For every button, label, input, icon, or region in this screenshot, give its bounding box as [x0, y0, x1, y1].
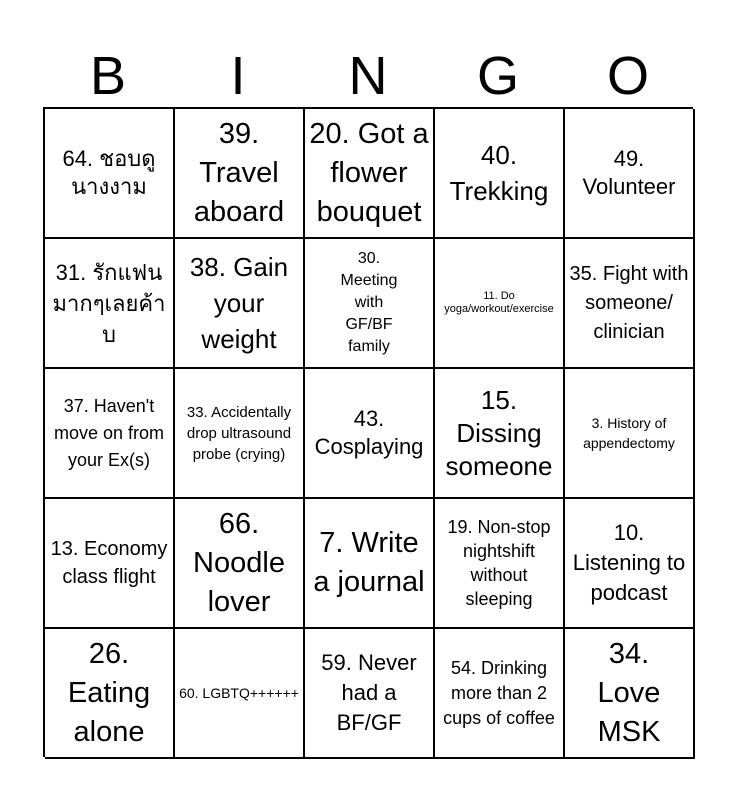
bingo-cell-r4-c3[interactable] [435, 629, 565, 759]
bingo-cell-r2-c1[interactable] [175, 369, 305, 499]
bingo-cell-r1-c3[interactable] [435, 239, 565, 369]
cell-text: 30. Meeting with GF/BF family [340, 250, 398, 355]
bingo-header [43, 44, 693, 108]
cell-text: 40. Trekking [449, 140, 549, 206]
cell-text: 49. Volunteer [582, 146, 676, 199]
header-letter-g: G [476, 46, 519, 106]
bingo-cell-r0-c3[interactable] [435, 109, 565, 239]
cell-text: 19. Non-stop nightshift without sleeping [447, 517, 551, 609]
cell-text: 54. Drinking more than 2 cups of coffee [443, 657, 555, 728]
bingo-cell-r2-c3[interactable] [435, 369, 565, 499]
cell-text: 26. Eating alone [67, 637, 151, 748]
bingo-cell-r3-c0[interactable] [45, 499, 175, 629]
bingo-cell-r0-c2[interactable] [305, 109, 435, 239]
bingo-cell-r0-c1[interactable] [175, 109, 305, 239]
cell-text: 39. Travel aboard [193, 117, 285, 228]
bingo-cell-r3-c1[interactable] [175, 499, 305, 629]
bingo-cell-r3-c2[interactable] [305, 499, 435, 629]
cell-text: 13. Economy class flight [50, 538, 168, 588]
cell-text: 10. Listening to podcast [572, 520, 686, 605]
cell-text: 37. Haven't move on from your Ex(s) [53, 395, 165, 470]
bingo-cell-r2-c0[interactable] [45, 369, 175, 499]
cell-text: 15. Dissing someone [445, 384, 553, 481]
header-letter-o: O [606, 46, 649, 106]
bingo-cell-r4-c2[interactable] [305, 629, 435, 759]
bingo-cell-r2-c2[interactable] [305, 369, 435, 499]
bingo-cell-r4-c1[interactable] [175, 629, 305, 759]
bingo-cell-r4-c0[interactable] [45, 629, 175, 759]
cell-text: 35. Fight with someone/ clinician [569, 262, 689, 343]
bingo-cell-r1-c0[interactable] [45, 239, 175, 369]
bingo-cell-r1-c4[interactable] [565, 239, 695, 369]
bingo-cell-r3-c4[interactable] [565, 499, 695, 629]
cell-text: 20. Got a flower bouquet [309, 117, 429, 228]
bingo-cell-r0-c4[interactable] [565, 109, 695, 239]
cell-text: 33. Accidentally drop ultrasound probe (crying) [186, 403, 292, 463]
bingo-cell-r4-c4[interactable] [565, 629, 695, 759]
header-letter-b: B [89, 46, 127, 106]
cell-text: 31. รักแฟนมากๆเลยค้าบ [52, 259, 166, 347]
bingo-cell-r2-c4[interactable] [565, 369, 695, 499]
cell-text: 7. Write a journal [313, 527, 425, 598]
cell-text: 64. ชอบดูนางงาม [62, 146, 156, 199]
cell-text: 66. Noodle lover [193, 507, 285, 618]
bingo-cell-r0-c0[interactable] [45, 109, 175, 239]
cell-text: 34. Love MSK [597, 637, 661, 748]
cell-text: 60. LGBTQ++++++ [179, 685, 299, 701]
cell-text: 59. Never had a BF/GF [321, 650, 417, 735]
bingo-cell-r3-c3[interactable] [435, 499, 565, 629]
bingo-cell-r1-c2[interactable] [305, 239, 435, 369]
cell-text: 38. Gain your weight [189, 252, 289, 354]
header-letter-i: I [230, 46, 246, 106]
bingo-cell-r1-c1[interactable] [175, 239, 305, 369]
header-letter-n: N [348, 46, 388, 106]
cell-text: 43. Cosplaying [314, 406, 424, 459]
cell-text: 3. History of appendectomy [583, 415, 675, 451]
bingo-board [43, 107, 693, 757]
cell-text: 11. Do yoga/workout/exercise [444, 290, 554, 315]
